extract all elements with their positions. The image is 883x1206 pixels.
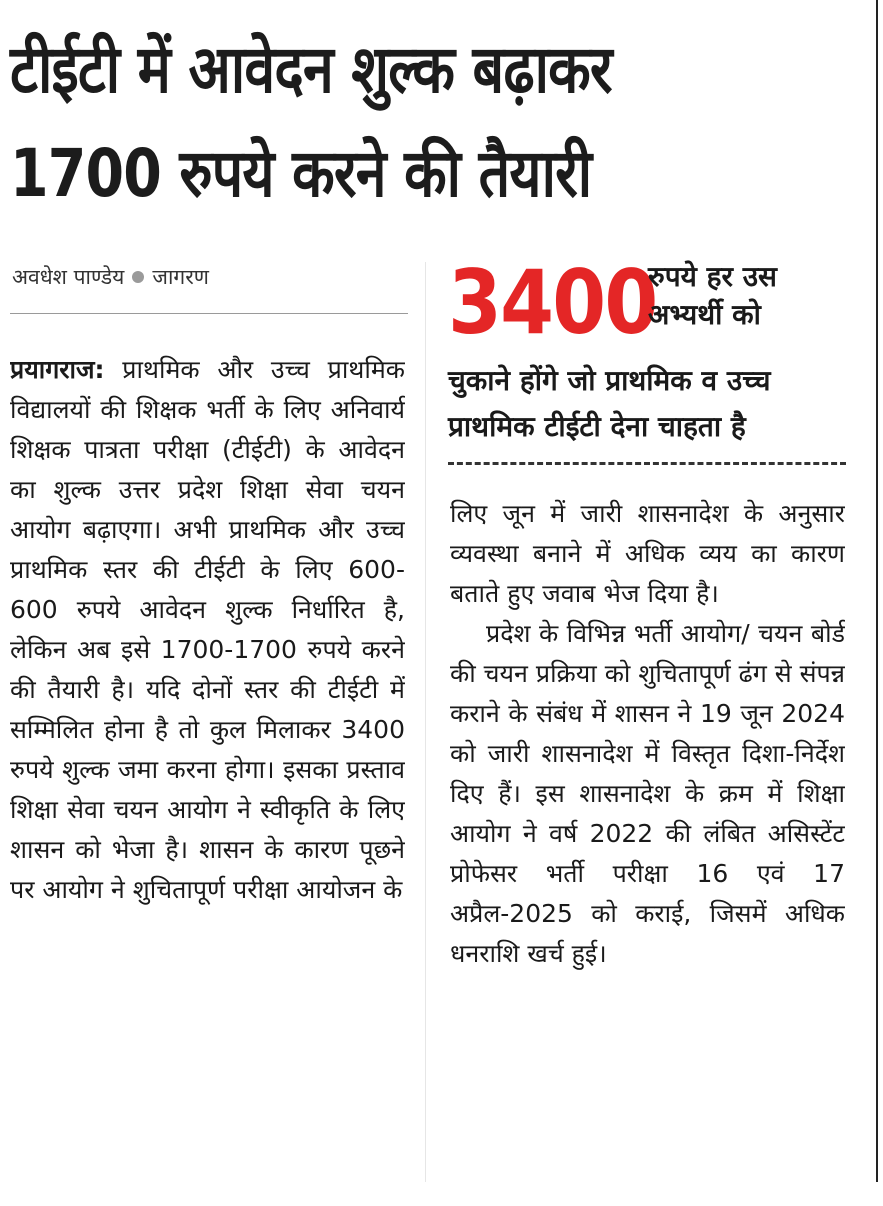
article-column-left [10, 350, 405, 1190]
headline [10, 18, 732, 226]
highlight-box [448, 248, 848, 460]
byline [12, 262, 412, 292]
clipping-edge-border [876, 0, 878, 1182]
headline-line-1: टीईटी में आवेदन शुल्क बढ़ाकर [10, 31, 612, 108]
article-column-right [450, 494, 845, 1194]
highlight-text-top: रुपये हर उस अभ्यर्थी को [648, 260, 777, 331]
highlight-text-bottom: चुकाने होंगे जो प्राथमिक व उच्च प्राथमिक टीईटी देना चाहता है [448, 364, 771, 443]
article-paragraph-2: प्रदेश के विभिन्न भर्ती आयोग/ चयन बोर्ड की चयन प्रक्रिया को शुचितापूर्ण ढंग से संपन्न कराने के संबंध में शासन ने 19 जून 2024 को जारी शासनादेश में विस्तृत दिशा-निर्देश दिए हैं। इस शासनादेश के क्रम में शिक्षा आयोग ने वर्ष 2022 की लंबित असिस्टेंट प्रोफेसर भर्ती परीक्षा 16 एवं 17 अप्रैल-2025 को कराई, जिसमें अधिक धनराशि खर्च हुई। [450, 619, 845, 968]
byline-source: जागरण [152, 265, 209, 289]
dateline: प्रयागराज: [10, 355, 105, 384]
article-paragraph [10, 350, 405, 910]
bullet-dot-icon [132, 271, 144, 283]
highlight-dashed-divider [448, 462, 846, 465]
byline-author: अवधेश पाण्डेय [12, 265, 125, 289]
article-text-left: प्राथमिक और उच्च प्राथमिक विद्यालयों की शिक्षक भर्ती के लिए अनिवार्य शिक्षक पात्रता परीक्षा (टीईटी) के आवेदन का शुल्क उत्तर प्रदेश शिक्षा सेवा चयन आयोग बढ़ाएगा। अभी प्राथमिक और उच्च प्राथमिक स्तर की टीईटी के लिए 600-600 रुपये आवेदन शुल्क निर्धारित है, लेकिन अब इसे 1700-1700 रुपये करने की तैयारी है। यदि दोनों स्तर की टीईटी में सम्मिलित होना है तो कुल मिलाकर 3400 रुपये शुल्क जमा करना होगा। इसका प्रस्ताव शिक्षा सेवा चयन आयोग ने स्वीकृति के लिए शासन को भेजा है। शासन के कारण पूछने पर आयोग ने शुचितापूर्ण परीक्षा आयोजन के [10, 355, 405, 904]
byline-divider [10, 313, 408, 314]
headline-line-2: 1700 रुपये करने की तैयारी [10, 135, 592, 212]
column-divider [425, 262, 426, 1182]
article-paragraph-1: लिए जून में जारी शासनादेश के अनुसार व्यवस्था बनाने में अधिक व्यय का कारण बताते हुए जवाब भेज दिया है। [450, 499, 845, 608]
highlight-number: 3400 [448, 251, 657, 354]
